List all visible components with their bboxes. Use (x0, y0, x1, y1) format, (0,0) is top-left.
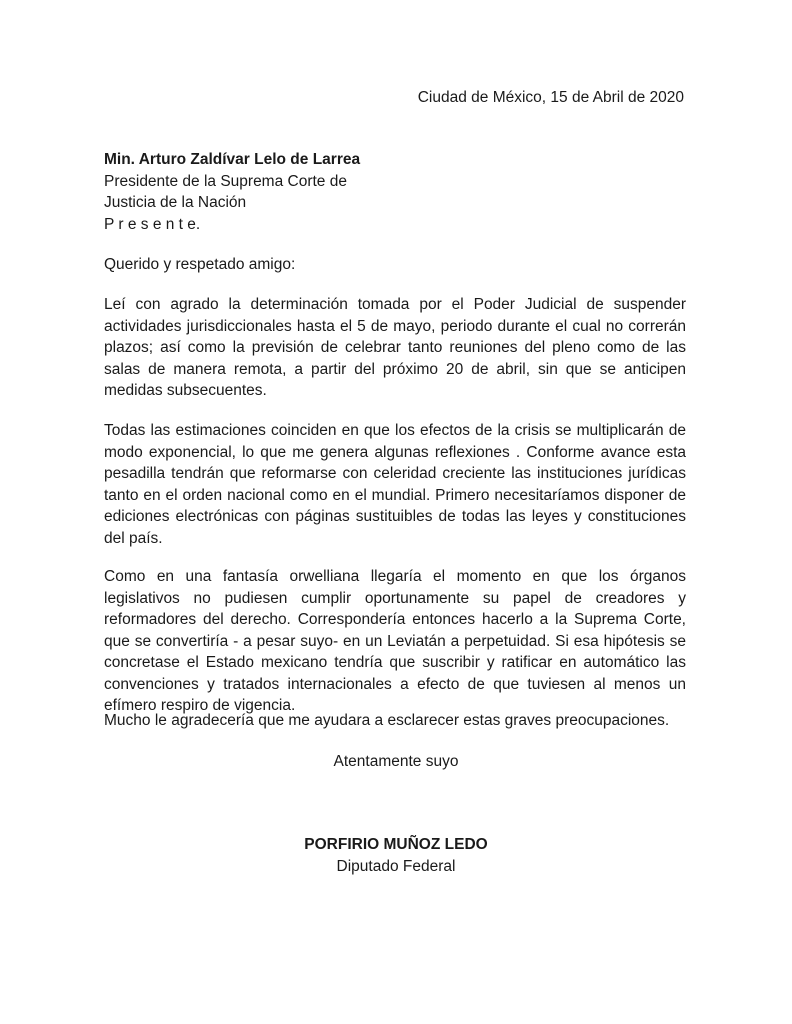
signer-position: Diputado Federal (336, 857, 456, 875)
closing-line (0, 751, 792, 773)
recipient-title-line1: Presidente de la Suprema Corte de (104, 172, 347, 190)
signature-block (0, 834, 792, 877)
closing-text: Atentamente suyo (333, 753, 459, 770)
recipient-name: Min. Arturo Zaldívar Lelo de Larrea (104, 151, 361, 168)
recipient-title-line2: Justicia de la Nación (104, 194, 247, 211)
signer-name: PORFIRIO MUÑOZ LEDO (304, 836, 488, 853)
thanks-line: Mucho le agradecería que me ayudara a esclarecer estas graves preocupaciones. (104, 712, 670, 729)
body-paragraph: Como en una fantasía orwelliana llegaría el momento en que los órganos legislativos no pudiesen cumplir oportunamente su papel de creadores y reformadores del derecho. Correspondería entonces hacerlo a la Suprema Corte, que se convertiría - a pesar suyo- en un Leviatán a perpetuidad. Si esa hipótesis se concretase el Estado mexicano tendría que suscribir y ratificar en automático las convenciones y tratados internacionales a efecto de que tuviesen al menos un efímero respiro de vigencia. (104, 568, 686, 714)
greeting: Querido y respetado amigo: (104, 256, 296, 273)
date-line: Ciudad de México, 15 de Abril de 2020 (417, 89, 684, 106)
body-paragraph: Leí con agrado la determinación tomada por el Poder Judicial de suspender actividades jurisdiccionales hasta el 5 de mayo, periodo durante el cual no correrán plazos; así como la previsión de celebrar tanto reuniones del pleno como de las salas de manera remota, a partir del próximo 20 de abril, sin que se anticipen medidas subsecuentes. (104, 296, 686, 399)
recipient-presente: P r e s e n t e. (104, 215, 201, 233)
recipient-block (104, 149, 360, 235)
body-paragraph: Todas las estimaciones coinciden en que los efectos de la crisis se multiplicarán de modo exponencial, lo que me genera algunas reflexiones . Conforme avance esta pesadilla tendrán que reformarse con celeridad creciente las instituciones jurídicas tanto en el orden nacional como en el mundial. Primero necesitaríamos disponer de ediciones electrónicas con páginas sustituibles de todas las leyes y constituciones del país. (104, 422, 686, 547)
